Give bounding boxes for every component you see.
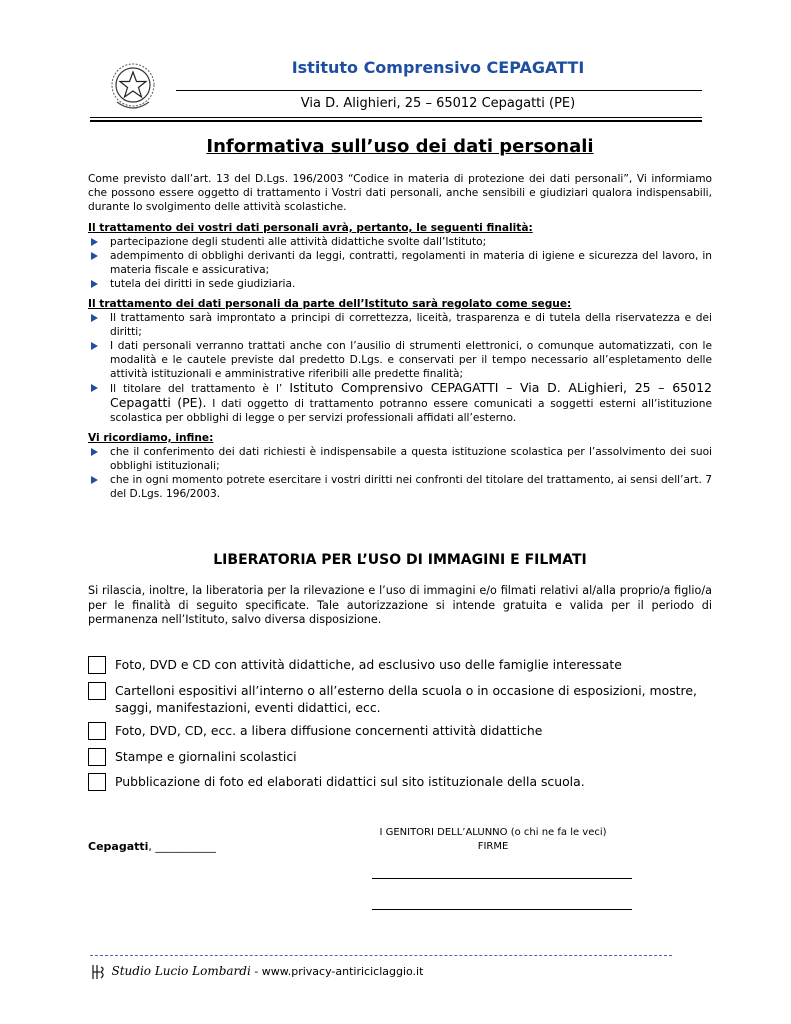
studio-name: Studio Lucio Lombardi — [111, 964, 251, 978]
parents-block — [340, 826, 646, 854]
republic-emblem-icon — [109, 60, 157, 114]
list-item: Il titolare del trattamento è l’ Istituto Comprensivo CEPAGATTI – Via D. ALighieri, 25 – 65012 Cepagatti (PE). I dati oggetto di trattamento potranno essere comunicati a soggetti esterni all’istituzione scolastica per obblighi di legge o per servizi professionali affidati all’esterno. — [88, 381, 712, 425]
list-item: adempimento di obblighi derivanti da leggi, contratti, regolamenti in materia di igiene e sicurezza del lavoro, in materia fiscale e assicurativa; — [88, 249, 712, 277]
city-name: Cepagatti — [88, 840, 149, 853]
option-checkbox[interactable] — [88, 748, 106, 766]
purposes-list — [88, 235, 712, 291]
bullet-icon — [91, 476, 98, 484]
section-purposes-heading: Il trattamento dei vostri dati personali avrà, pertanto, le seguenti finalità: — [88, 222, 533, 234]
header-rule-thick — [90, 120, 702, 122]
footer — [90, 963, 423, 981]
date-blank: , ___________ — [148, 840, 216, 853]
bullet-icon — [91, 384, 98, 392]
option-label: Cartelloni espositivi all’interno o all’esterno della scuola o in occasione di esposizioni, mostre, saggi, manifestazioni, eventi didattici, ecc. — [115, 683, 697, 715]
release-title: LIBERATORIA PER L’USO DI IMMAGINI E FILMATI — [213, 552, 587, 568]
data-controller: Istituto Comprensivo CEPAGATTI – Via D. ALighieri, 25 – 65012 Cepagatti (PE). — [110, 380, 712, 410]
header-divider — [176, 90, 702, 91]
section-rules-heading: Il trattamento dei dati personali da parte dell’Istituto sarà regolato come segue: — [88, 298, 572, 310]
section-reminder-heading: Vi ricordiamo, infine: — [88, 432, 214, 444]
option-label: Pubblicazione di foto ed elaborati didattici sul sito istituzionale della scuola. — [115, 774, 585, 789]
list-item: I dati personali verranno trattati anche con l’ausilio di strumenti elettronici, o comunque automatizzati, con le modalità e le cautele previste dal predetto D.Lgs. e conservati per il tempo necessario all’espletamento delle attività istituzionali e amministrative riferibili alle predette finalità; — [88, 339, 712, 381]
studio-website: - www.privacy-antiriciclaggio.it — [250, 965, 424, 978]
footer-divider — [90, 955, 672, 956]
option-label: Stampe e giornalini scolastici — [115, 749, 297, 764]
bullet-icon — [91, 342, 98, 350]
studio-logo-icon — [90, 963, 108, 981]
bullet-icon — [91, 314, 98, 322]
option-label: Foto, DVD, CD, ecc. a libera diffusione concernenti attività didattiche — [115, 723, 543, 738]
document-title: Informativa sull’uso dei dati personali — [206, 136, 594, 157]
list-item: partecipazione degli studenti alle attività didattiche svolte dall’Istituto; — [88, 235, 712, 249]
option-checkbox[interactable] — [88, 682, 106, 700]
institute-name: Istituto Comprensivo CEPAGATTI — [291, 58, 585, 77]
informativa-body — [88, 172, 712, 501]
list-item: che in ogni momento potrete esercitare i vostri diritti nei confronti del titolare del trattamento, ai sensi dell’art. 7 del D.Lgs. 196/2003. — [88, 473, 712, 501]
option-checkbox[interactable] — [88, 773, 106, 791]
bullet-icon — [91, 238, 98, 246]
bullet-icon — [91, 280, 98, 288]
list-item: Il trattamento sarà improntato a principi di correttezza, liceità, trasparenza e di tutela della riservatezza e dei diritti; — [88, 311, 712, 339]
reminder-list — [88, 445, 712, 501]
list-item: che il conferimento dei dati richiesti è indispensabile a questa istituzione scolastica per l’assolvimento dei suoi obblighi istituzionali; — [88, 445, 712, 473]
signature-line[interactable] — [372, 878, 632, 879]
option-checkbox[interactable] — [88, 722, 106, 740]
place-date-field[interactable] — [88, 840, 216, 853]
signatures-label: FIRME — [477, 841, 509, 852]
parents-label: I GENITORI DELL’ALUNNO (o chi ne fa le veci) — [379, 827, 607, 838]
bullet-icon — [91, 252, 98, 260]
intro-paragraph: Come previsto dall’art. 13 del D.Lgs. 196/2003 “Codice in materia di protezione dei dati personali”, Vi informiamo che possono essere oggetto di trattamento i Vostri dati personali, anche sensibili e giudiziari qualora indispensabili, durante lo svolgimento delle attività scolastiche. — [88, 173, 712, 213]
signature-line[interactable] — [372, 909, 632, 910]
institute-address: Via D. Alighieri, 25 – 65012 Cepagatti (PE) — [300, 96, 576, 111]
option-checkbox[interactable] — [88, 656, 106, 674]
header-rule-thin — [90, 117, 702, 118]
release-paragraph: Si rilascia, inoltre, la liberatoria per la rilevazione e l’uso di immagini e/o filmati relativi al/alla proprio/a figlio/a per le finalità di seguito specificate. Tale autorizzazione si intende gratuita e valida per il periodo di permanenza nell’Istituto, salvo diversa disposizione. — [88, 584, 712, 626]
option-label: Foto, DVD e CD con attività didattiche, ad esclusivo uso delle famiglie interessate — [115, 657, 622, 672]
list-item: tutela dei diritti in sede giudiziaria. — [88, 277, 712, 291]
bullet-icon — [91, 448, 98, 456]
rules-list — [88, 311, 712, 425]
